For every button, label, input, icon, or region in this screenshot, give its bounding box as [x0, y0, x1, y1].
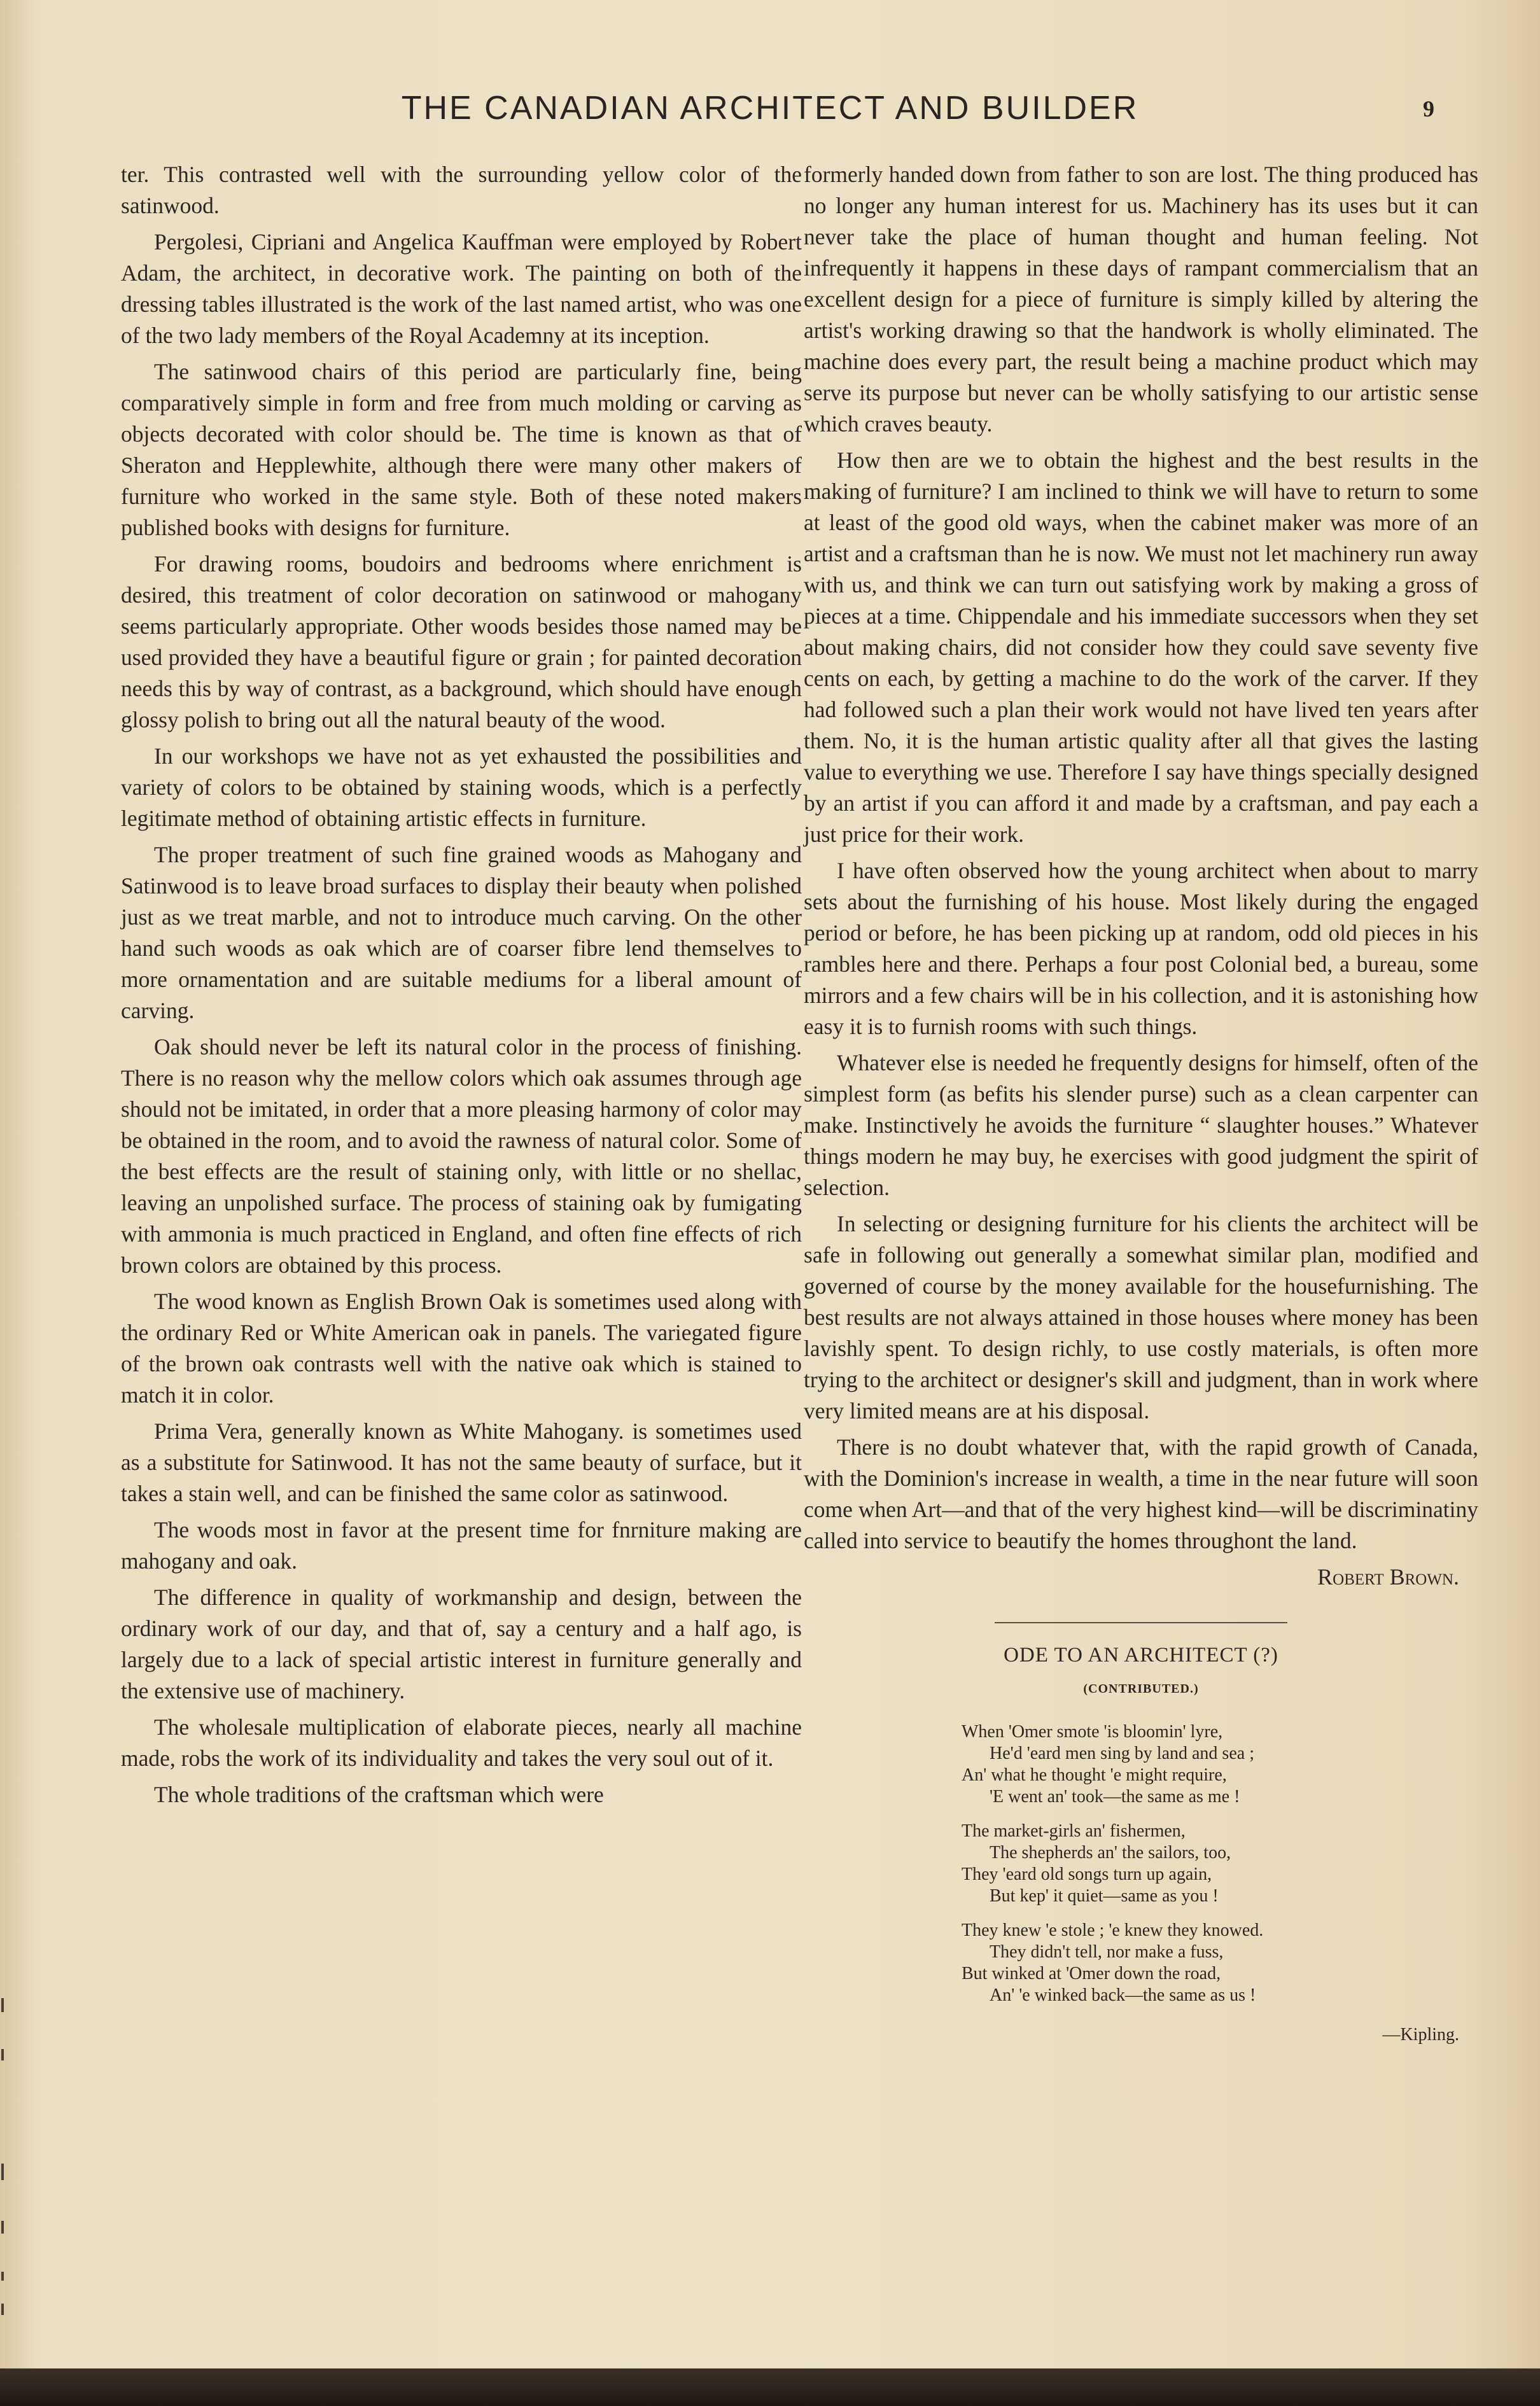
poem-line: An' what he thought 'e might require, — [962, 1765, 1227, 1785]
poem-stanza — [962, 1721, 1478, 1808]
author-signature: Robert Brown. — [1317, 1564, 1459, 1590]
paragraph: The wholesale multiplication of elaborate pieces, nearly all machine made, robs the work of its individuality and takes the very soul out of it. — [121, 1714, 802, 1771]
poem-line: They didn't tell, nor make a fuss, — [990, 1942, 1224, 1962]
paragraph: The whole traditions of the craftsman which were — [154, 1782, 604, 1807]
paragraph: The proper treatment of such fine grained woods as Mahogany and Satinwood is to leave broad surfaces to display their beauty when polished just as we treat marble, and not to introduce much carving. On the other hand such woods as oak which are of coarser fibre lend themselves to more ornamentation and are suitable mediums for a liberal amount of carving. — [121, 842, 802, 1023]
poem-stanza — [962, 1821, 1478, 1907]
poem-line: But kep' it quiet—same as you ! — [990, 1886, 1219, 1906]
poem-line: An' 'e winked back—the same as us ! — [990, 1985, 1256, 2005]
paragraph: formerly handed down from father to son are lost. The thing produced has no longer any human interest for us. Machinery has its uses but it can never take the place of human thought and human feeling. Not infrequently it happens in these days of rampant commercialism that an excellent design for a piece of furniture is simply killed by altering the artist's working drawing so that the handwork is wholly eliminated. The machine does every part, the result being a machine product which may serve its purpose but never can be wholly satisfying to our artistic sense which craves beauty. — [804, 162, 1478, 437]
paragraph: ter. This contrasted well with the surrounding yellow color of the satinwood. — [121, 162, 802, 218]
poem-line: He'd 'eard men sing by land and sea ; — [990, 1744, 1254, 1763]
paragraph: Pergolesi, Cipriani and Angelica Kauffman were employed by Robert Adam, the architect, in decorative work. The painting on both of the dressing tables illustrated is the work of the last named artist, who was one of the two lady members of the Royal Academny at its inception. — [121, 229, 802, 348]
left-column — [121, 159, 802, 1815]
poem-rule — [995, 1622, 1287, 1623]
paragraph: In selecting or designing furniture for his clients the architect will be safe in following out generally a somewhat similar plan, modified and governed of course by the money available for the housefurnishing. The best results are not always attained in those houses where money has been lavishly spent. To design richly, to use costly materials, is often more trying to the architect or designer's skill and judgment, than in work where very limited means are at his disposal. — [804, 1211, 1478, 1423]
poem-line: They knew 'e stole ; 'e knew they knowed. — [962, 1920, 1264, 1940]
poem-title: ODE TO AN ARCHITECT (?) — [1004, 1644, 1278, 1667]
bottom-shadow-edge — [0, 2368, 1540, 2406]
poem-line: The shepherds an' the sailors, too, — [990, 1843, 1231, 1863]
paragraph: How then are we to obtain the highest and the best results in the making of furniture? I am inclined to think we will have to return to some at least of the good old ways, when the cabinet maker was more of an artist and a craftsman than he is now. We must not let machinery run away with us, and think we can turn out satisfying work by making a gross of pieces at a time. Chippendale and his immediate successors when they set about making chairs, did not consider how they could save seventy five cents on each, by getting a machine to do the work of the carver. If they had followed such a plan their work would not have lived ten years after them. No, it is the human artistic quality after all that gives the lasting value to everything we use. Therefore I say have things specially designed by an artist if you can afford it and made by a craftsman, and pay each a just price for their work. — [804, 447, 1478, 847]
right-column — [804, 159, 1478, 2050]
poem-author: —Kipling. — [1382, 2025, 1459, 2045]
paragraph: Oak should never be left its natural color in the process of finishing. There is no reason why the mellow colors which oak assumes through age should not be imitated, in order that a more pleasing harmony of color may be obtained in the room, and to avoid the rawness of natural color. Some of the best effects are the result of staining only, with little or no shellac, leaving an unpolished surface. The process of staining oak by fumigating with ammonia is much practiced in England, and often fine effects of rich brown colors are obtained by this process. — [121, 1034, 802, 1278]
paragraph: The woods most in favor at the present time for fnrniture making are mahogany and oak. — [121, 1517, 802, 1574]
poem-line: The market-girls an' fishermen, — [962, 1821, 1186, 1841]
poem-line: They 'eard old songs turn up again, — [962, 1864, 1212, 1884]
running-header: THE CANADIAN ARCHITECT AND BUILDER — [401, 90, 1139, 127]
right-column-body — [804, 159, 1478, 1556]
poem-line: But winked at 'Omer down the road, — [962, 1964, 1221, 1983]
margin-marks — [0, 1973, 9, 2354]
paragraph: In our workshops we have not as yet exhausted the possibilities and variety of colors to be obtained by staining woods, which is a perfectly legitimate method of obtaining artistic effects in furniture. — [121, 743, 802, 831]
paragraph: For drawing rooms, boudoirs and bedrooms where enrichment is desired, this treatment of color decoration on satinwood or mahogany seems particularly appropriate. Other woods besides those named may be used provided they have a beautiful figure or grain ; for painted decoration needs this by way of contrast, as a background, which should have enough glossy polish to bring out all the natural beauty of the wood. — [121, 551, 802, 732]
poem-stanza — [962, 1920, 1478, 2006]
paragraph: Whatever else is needed he frequently designs for himself, often of the simplest form (as befits his slender purse) such as a clean carpenter can make. Instinctively he avoids the furniture “ slaughter houses.” Whatever things modern he may buy, he exercises with good judgment the spirit of selection. — [804, 1050, 1478, 1200]
paragraph: I have often observed how the young architect when about to marry sets about the furnishing of his house. Most likely during the engaged period or before, he has been picking up at random, odd old pieces in his rambles here and there. Perhaps a four post Colonial bed, a bureau, some mirrors and a few chairs will be in his collection, and it is astonishing how easy it is to furnish rooms with such things. — [804, 858, 1478, 1039]
poem-stanzas — [804, 1721, 1478, 2006]
paragraph: There is no doubt whatever that, with the rapid growth of Canada, with the Dominion's increase in wealth, a time in the near future will soon come when Art—and that of the very highest kind—will be discriminatiny called into service to beautify the homes throughont the land. — [804, 1434, 1478, 1553]
paragraph: The satinwood chairs of this period are particularly fine, being comparatively simple in form and free from much molding or carving as objects decorated with color should be. The time is known as that of Sheraton and Hepplewhite, although there were many other makers of furniture who worked in the same style. Both of these noted makers published books with designs for furniture. — [121, 359, 802, 540]
poem-line: When 'Omer smote 'is bloomin' lyre, — [962, 1722, 1223, 1742]
paragraph: Prima Vera, generally known as White Mahogany. is sometimes used as a substitute for Satinwood. It has not the same beauty of surface, but it takes a stain well, and can be finished the same color as satinwood. — [121, 1418, 802, 1506]
poem-line: 'E went an' took—the same as me ! — [990, 1787, 1240, 1807]
page-number: 9 — [1423, 96, 1434, 122]
paragraph: The difference in quality of workmanship and design, between the ordinary work of our day, and that of, say a century and a half ago, is largely due to a lack of special artistic interest in furniture generally and the extensive use of machinery. — [121, 1584, 802, 1703]
ode-poem — [804, 1622, 1478, 2050]
poem-subtitle: (CONTRIBUTED.) — [1083, 1682, 1199, 1696]
paragraph: The wood known as English Brown Oak is sometimes used along with the ordinary Red or White American oak in panels. The variegated figure of the brown oak contrasts well with the native oak which is stained to match it in color. — [121, 1289, 802, 1408]
